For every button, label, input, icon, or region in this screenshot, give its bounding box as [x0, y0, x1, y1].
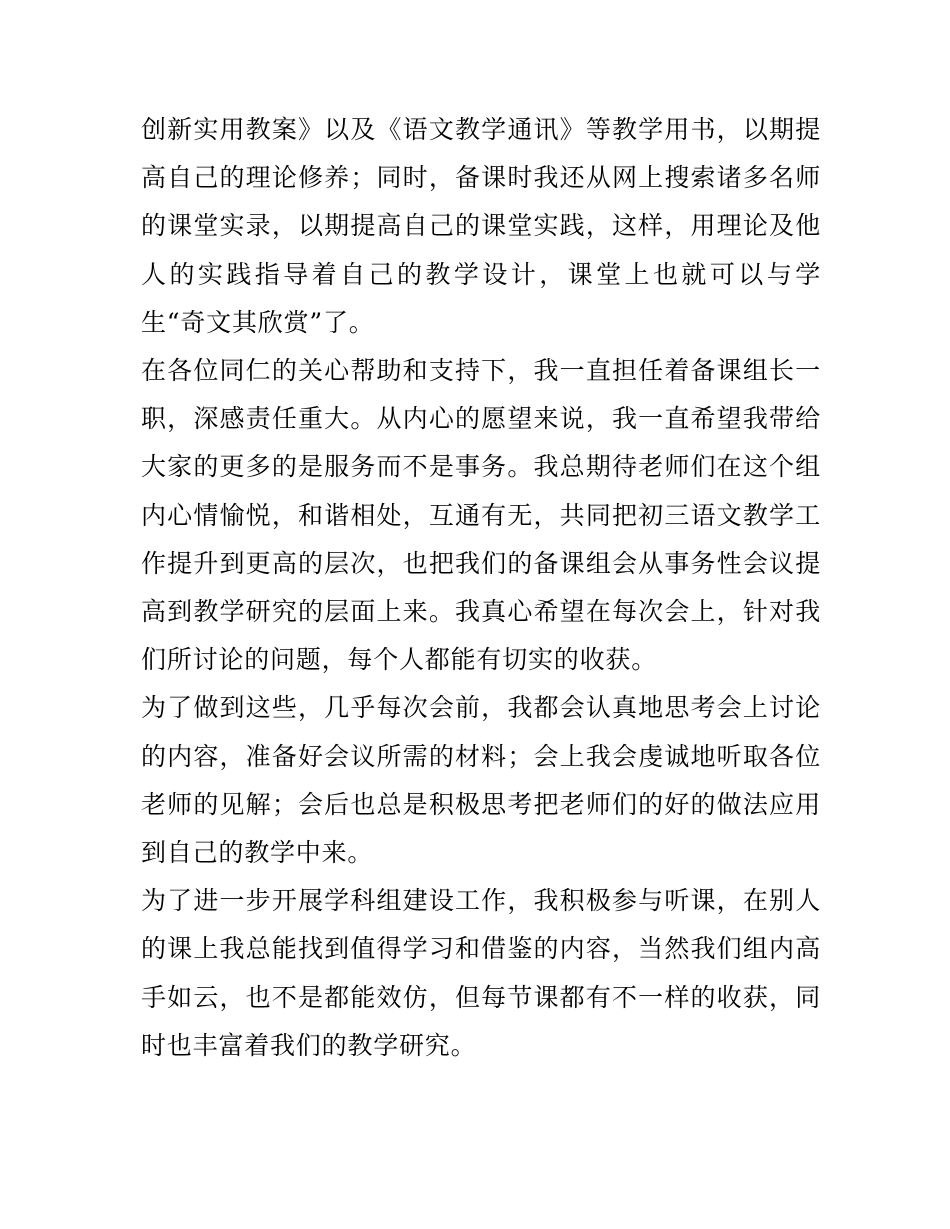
paragraph-lesson-observation: 为了进一步开展学科组建设工作，我积极参与听课，在别人的课上我总能找到值得学习和借鉴的内容，当然我们组内高手如云，也不是都能效仿，但每节课都有不一样的收获，同时也丰富着我们的教学研究。: [141, 886, 821, 1060]
paragraph-group-leader: 在各位同仁的关心帮助和支持下，我一直担任着备课组长一职，深感责任重大。从内心的愿望来说，我一直希望我带给大家的更多的是服务而不是事务。我总期待老师们在这个组内心情愉悦，和谐相处，互通有无，共同把初三语文教学工作提升到更高的层次，也把我们的备课组会从事务性会议提高到教学研究的层面上来。我真心希望在每次会上，针对我们所讨论的问题，每个人都能有切实的收获。: [141, 356, 821, 675]
paragraph-teaching-resources: 创新实用教案》以及《语文教学通讯》等教学用书，以期提高自己的理论修养；同时，备课时我还从网上搜索诸多名师的课堂实录，以期提高自己的课堂实践，这样，用理论及他人的实践指导着自己的教学设计，课堂上也就可以与学生“奇文其欣赏”了。: [141, 115, 821, 337]
document-body: [141, 106, 821, 1070]
paragraph-meeting-preparation: 为了做到这些，几乎每次会前，我都会认真地思考会上讨论的内容，准备好会议所需的材料；会上我会虔诚地听取各位老师的见解；会后也总是积极思考把老师们的好的做法应用到自己的教学中来。: [141, 693, 821, 868]
